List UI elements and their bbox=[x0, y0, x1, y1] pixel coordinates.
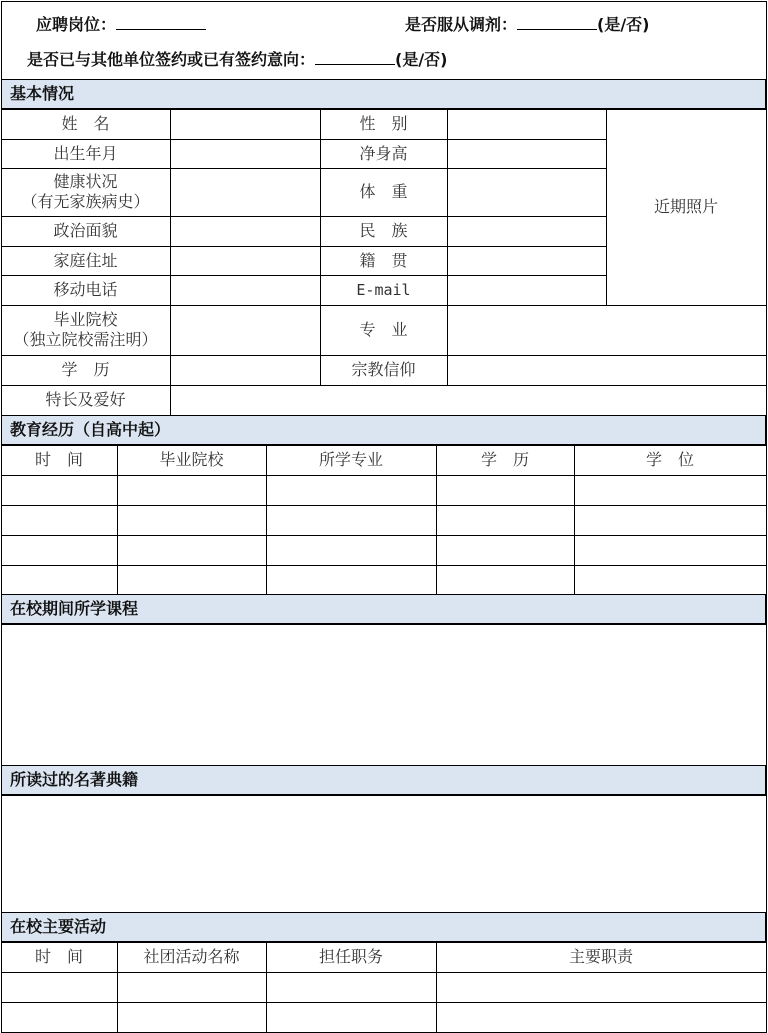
native-input[interactable] bbox=[447, 246, 607, 276]
education-cell[interactable] bbox=[266, 565, 437, 595]
section-books: 所读过的名著典籍 bbox=[1, 765, 766, 795]
adjust-suffix: (是/否) bbox=[597, 15, 650, 34]
ethnicity-label: 民 族 bbox=[320, 216, 448, 247]
education-cell[interactable] bbox=[574, 475, 767, 506]
politics-label: 政治面貌 bbox=[1, 216, 171, 247]
position-label: 应聘岗位： bbox=[36, 15, 117, 34]
birth-label: 出生年月 bbox=[1, 139, 171, 169]
books-textarea[interactable] bbox=[1, 795, 767, 913]
education-header-cell: 所学专业 bbox=[266, 445, 437, 476]
activities-cell[interactable] bbox=[1, 972, 118, 1003]
gender-label: 性 别 bbox=[320, 109, 448, 140]
degree-input[interactable] bbox=[170, 355, 321, 386]
religion-input[interactable] bbox=[447, 355, 767, 386]
email-label: E-mail bbox=[320, 275, 448, 306]
adjust-input[interactable] bbox=[517, 15, 597, 30]
education-header-cell: 毕业院校 bbox=[117, 445, 267, 476]
activities-cell[interactable] bbox=[266, 1002, 437, 1033]
health-input[interactable] bbox=[170, 168, 321, 217]
education-cell[interactable] bbox=[117, 505, 267, 536]
activities-cell[interactable] bbox=[436, 972, 767, 1003]
education-cell[interactable] bbox=[1, 505, 118, 536]
major-label: 专 业 bbox=[320, 305, 448, 356]
name-input[interactable] bbox=[170, 109, 321, 140]
section-activities: 在校主要活动 bbox=[1, 912, 766, 942]
mobile-input[interactable] bbox=[170, 275, 321, 306]
activities-cell[interactable] bbox=[1, 1002, 118, 1033]
ethnicity-input[interactable] bbox=[447, 216, 607, 247]
activities-header-cell: 主要职责 bbox=[436, 942, 767, 973]
weight-input[interactable] bbox=[447, 168, 607, 217]
activities-header-cell: 社团活动名称 bbox=[117, 942, 267, 973]
activities-cell[interactable] bbox=[117, 972, 267, 1003]
height-input[interactable] bbox=[447, 139, 607, 169]
religion-label: 宗教信仰 bbox=[320, 355, 448, 386]
activities-cell[interactable] bbox=[436, 1002, 767, 1033]
health-label: 健康状况 （有无家族病史） bbox=[1, 168, 171, 217]
education-cell[interactable] bbox=[266, 475, 437, 506]
education-cell[interactable] bbox=[117, 565, 267, 595]
signed-suffix: (是/否) bbox=[395, 50, 448, 69]
gender-input[interactable] bbox=[447, 109, 607, 140]
school-label: 毕业院校 （独立院校需注明） bbox=[1, 305, 171, 356]
education-cell[interactable] bbox=[266, 535, 437, 566]
politics-input[interactable] bbox=[170, 216, 321, 247]
education-cell[interactable] bbox=[117, 535, 267, 566]
native-label: 籍 贯 bbox=[320, 246, 448, 276]
activities-cell[interactable] bbox=[117, 1002, 267, 1033]
education-cell[interactable] bbox=[1, 565, 118, 595]
adjust-field bbox=[405, 12, 650, 35]
photo-box: 近期照片 bbox=[606, 109, 767, 306]
education-header-cell: 学 位 bbox=[574, 445, 767, 476]
signed-field bbox=[27, 47, 448, 70]
education-cell[interactable] bbox=[574, 505, 767, 536]
education-cell[interactable] bbox=[117, 475, 267, 506]
signed-label: 是否已与其他单位签约或已有签约意向： bbox=[27, 50, 316, 69]
education-cell[interactable] bbox=[1, 535, 118, 566]
birth-input[interactable] bbox=[170, 139, 321, 169]
email-input[interactable] bbox=[447, 275, 607, 306]
name-label: 姓 名 bbox=[1, 109, 171, 140]
education-cell[interactable] bbox=[574, 535, 767, 566]
education-header-cell: 时 间 bbox=[1, 445, 118, 476]
hobby-label: 特长及爱好 bbox=[1, 385, 171, 416]
address-label: 家庭住址 bbox=[1, 246, 171, 276]
education-cell[interactable] bbox=[436, 535, 575, 566]
education-header-cell: 学 历 bbox=[436, 445, 575, 476]
activities-cell[interactable] bbox=[266, 972, 437, 1003]
education-cell[interactable] bbox=[436, 565, 575, 595]
position-field bbox=[36, 12, 206, 35]
position-input[interactable] bbox=[116, 15, 206, 30]
courses-textarea[interactable] bbox=[1, 624, 767, 766]
height-label: 净身高 bbox=[320, 139, 448, 169]
mobile-label: 移动电话 bbox=[1, 275, 171, 306]
section-education: 教育经历（自高中起） bbox=[1, 415, 766, 445]
education-cell[interactable] bbox=[1, 475, 118, 506]
adjust-label: 是否服从调剂： bbox=[405, 15, 518, 34]
section-basic-info: 基本情况 bbox=[1, 79, 766, 109]
education-cell[interactable] bbox=[436, 475, 575, 506]
hobby-input[interactable] bbox=[170, 385, 767, 416]
education-cell[interactable] bbox=[574, 565, 767, 595]
signed-input[interactable] bbox=[315, 50, 395, 65]
activities-header-cell: 时 间 bbox=[1, 942, 118, 973]
major-input[interactable] bbox=[447, 305, 767, 356]
education-cell[interactable] bbox=[436, 505, 575, 536]
education-cell[interactable] bbox=[266, 505, 437, 536]
weight-label: 体 重 bbox=[320, 168, 448, 217]
section-courses: 在校期间所学课程 bbox=[1, 594, 766, 624]
degree-label: 学 历 bbox=[1, 355, 171, 386]
activities-header-cell: 担任职务 bbox=[266, 942, 437, 973]
school-input[interactable] bbox=[170, 305, 321, 356]
address-input[interactable] bbox=[170, 246, 321, 276]
